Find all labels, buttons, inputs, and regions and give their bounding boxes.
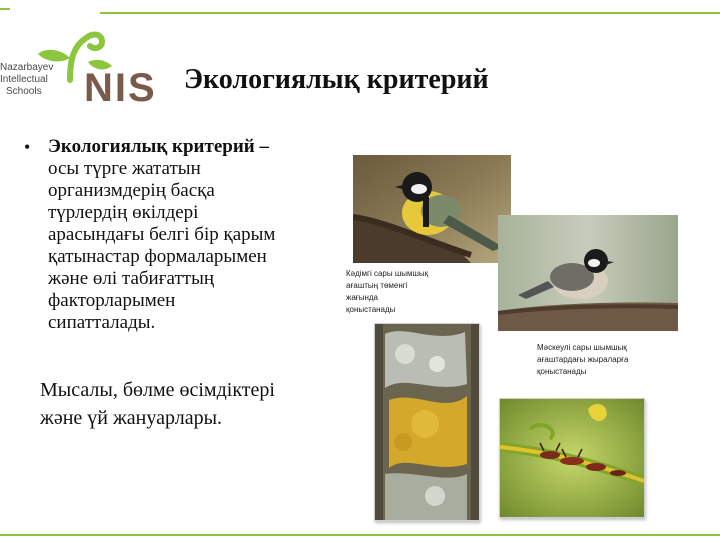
logo-line-3: Schools: [6, 86, 42, 97]
example-line-2: және үй жануарлары.: [40, 407, 223, 429]
caption-line: ағаштың төменгі: [346, 281, 408, 290]
definition-line: қатынастар формаларымен: [48, 246, 267, 267]
definition-line: түрлердің өкілдері: [48, 202, 199, 223]
caption-line: қоныстанады: [346, 305, 396, 314]
example-line-1: Мысалы, бөлме өсімдіктері: [40, 379, 275, 401]
definition-line: арасындағы белгі бір қарым: [48, 224, 276, 245]
caption-line: жағында: [346, 293, 379, 302]
lichen-bark-photo: [374, 323, 480, 521]
coal-tit-photo: [498, 215, 678, 331]
caption-great-tit: [346, 268, 486, 316]
caption-line: ағаштардағы жыраларға: [537, 355, 629, 364]
top-accent-line: [100, 12, 720, 14]
definition-line: және өлі табиғаттың: [48, 268, 214, 289]
caption-line: қоныстанады: [537, 367, 587, 376]
definition-line: осы түрге жататын: [48, 158, 201, 179]
example-text: [40, 376, 340, 432]
logo-org-name: [0, 62, 53, 98]
caption-line: Кәдімгі сары шымшық: [346, 269, 429, 278]
logo-line-2: Intellectual: [0, 74, 48, 85]
aphids-ants-photo: [499, 398, 645, 518]
definition-line: организмдерің басқа: [48, 180, 215, 201]
definition-line: сипатталады.: [48, 312, 156, 333]
logo-nis-mark: NIS: [84, 66, 157, 110]
great-tit-photo: [353, 155, 511, 263]
caption-line: Мәскеулі сары шымшық: [537, 343, 627, 352]
left-accent-line: [0, 8, 10, 10]
caption-coal-tit: [537, 342, 687, 378]
bullet-icon: •: [24, 137, 31, 157]
nis-logo: [0, 18, 160, 110]
definition-term: Экологиялық критерий –: [48, 136, 269, 157]
slide-title: Экологиялық критерий: [184, 64, 489, 95]
logo-line-1: Nazarbayev: [0, 62, 54, 73]
definition-bullet: [24, 136, 324, 334]
definition-line: факторларымен: [48, 290, 176, 311]
bottom-accent-line: [0, 534, 720, 536]
